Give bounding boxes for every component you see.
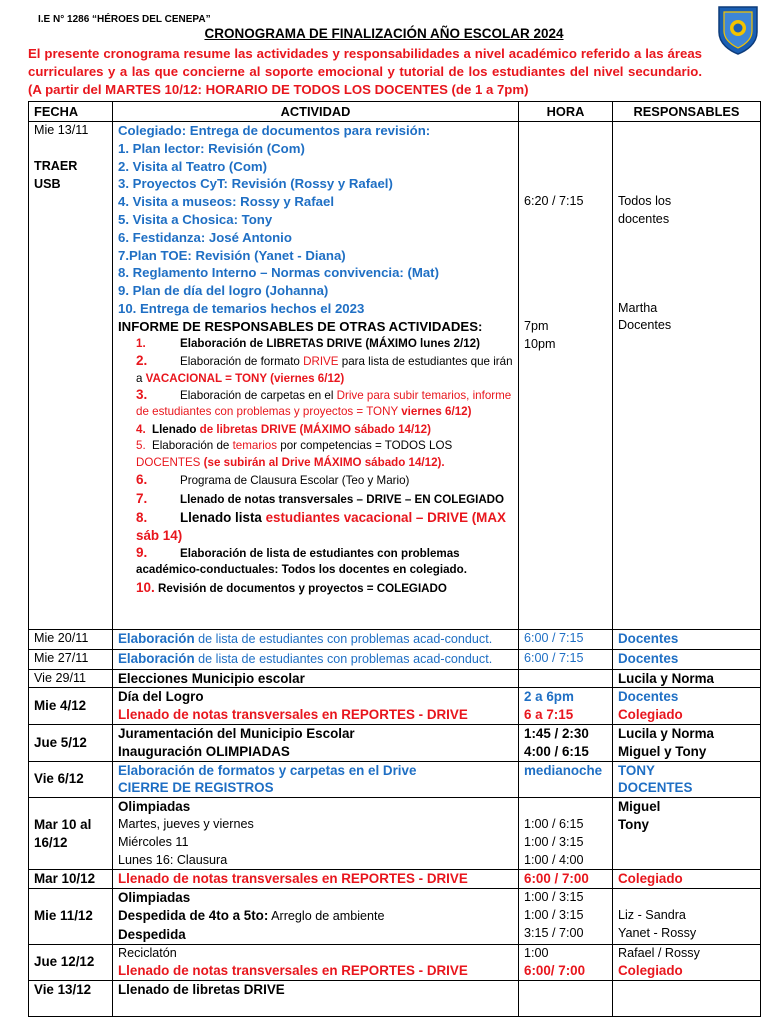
cell-responsables: Colegiado	[613, 870, 761, 889]
activity-item: 7.Plan TOE: Revisión (Yanet - Diana)	[118, 247, 346, 263]
table-row	[29, 688, 761, 725]
schedule-table	[28, 101, 761, 1017]
cell-hora: 1:00 6:00/ 7:00	[519, 944, 613, 981]
cell-actividad: Olimpiadas Martes, jueves y viernes Miércoles 11 Lunes 16: Clausura	[113, 798, 519, 870]
cell-fecha: Mie 27/11	[29, 649, 113, 669]
hora-text: 10pm	[524, 336, 556, 351]
table-row	[29, 889, 761, 944]
cell-responsables: Rafael / Rossy Colegiado	[613, 944, 761, 981]
cell-actividad: Juramentación del Municipio Escolar Inauguración OLIMPIADAS	[113, 724, 519, 761]
date-text: Mie 13/11	[34, 123, 89, 137]
activity-item: 10. Entrega de temarios hechos el 2023	[118, 300, 365, 316]
table-header-row	[29, 102, 761, 122]
cell-fecha: Mie 11/12	[29, 889, 113, 944]
sub-item-4: 4. Llenado de libretas DRIVE (MÁXIMO sábado 14/12)	[136, 422, 431, 436]
cell-responsables: Liz - Sandra Yanet - Rossy	[613, 889, 761, 944]
cell-hora	[519, 981, 613, 1017]
cell-actividad: Olimpiadas Despedida de 4to a 5to: Arreglo de ambiente Despedida	[113, 889, 519, 944]
resp-text: Martha	[618, 300, 658, 315]
cell-responsables	[613, 981, 761, 1017]
traer-label: TRAER	[34, 158, 78, 173]
table-row	[29, 761, 761, 798]
intro-paragraph: El presente cronograma resume las actividades y responsabilidades a nivel académico referido a las áreas curriculares y a las que concierne al soporte emocional y tutorial de los estudiantes del nivel secundario. (A partir del MARTES 10/12: HORARIO DE TODOS LOS DOCENTES (de 1 a 7pm)	[28, 46, 702, 97]
sub-item-8: 8. Llenado lista estudiantes vacacional – DRIVE (MAX sáb 14)	[136, 509, 506, 543]
cell-responsables: Docentes Colegiado	[613, 688, 761, 725]
school-name: I.E N° 1286 “HÉROES DEL CENEPA”	[38, 14, 211, 25]
cell-hora: 1:00 / 3:15 1:00 / 3:15 3:15 / 7:00	[519, 889, 613, 944]
cell-hora	[519, 122, 613, 630]
cell-fecha: Vie 13/12	[29, 981, 113, 1017]
cell-fecha: Mie 20/11	[29, 630, 113, 650]
school-crest-icon	[716, 4, 760, 56]
cell-actividad: Elaboración de lista de estudiantes con problemas acad-conduct.	[113, 649, 519, 669]
table-row	[29, 669, 761, 688]
sub-item-5: 5. Elaboración de temarios por competencias = TODOS LOS DOCENTES (se subirán al Drive MÁXIMO sábado 14/12).	[136, 439, 453, 469]
resp-text: Docentes	[618, 318, 672, 333]
cell-responsables: Miguel Tony	[613, 798, 761, 870]
cell-responsables: Lucila y Norma	[613, 669, 761, 688]
col-header-hora: HORA	[519, 102, 613, 122]
cell-actividad: Llenado de libretas DRIVE	[113, 981, 519, 1017]
cell-responsables: Docentes	[613, 649, 761, 669]
activity-item: 5. Visita a Chosica: Tony	[118, 211, 273, 227]
page-title: CRONOGRAMA DE FINALIZACIÓN AÑO ESCOLAR 2024	[204, 26, 564, 41]
table-row	[29, 981, 761, 1017]
col-header-actividad: ACTIVIDAD	[113, 102, 519, 122]
cell-hora: 6:00 / 7:15	[519, 630, 613, 650]
informe-heading: INFORME DE RESPONSABLES DE OTRAS ACTIVIDADES:	[118, 318, 483, 334]
col-header-fecha: FECHA	[29, 102, 113, 122]
cell-fecha: Jue 5/12	[29, 724, 113, 761]
cell-responsables: TONY DOCENTES	[613, 761, 761, 798]
table-row	[29, 724, 761, 761]
table-row	[29, 798, 761, 870]
table-row	[29, 870, 761, 889]
cell-responsables	[613, 122, 761, 630]
cell-actividad: Llenado de notas transversales en REPORTES - DRIVE	[113, 870, 519, 889]
cell-actividad: Elaboración de formatos y carpetas en el Drive CIERRE DE REGISTROS	[113, 761, 519, 798]
activity-item: 4. Visita a museos: Rossy y Rafael	[118, 194, 334, 210]
usb-label: USB	[34, 176, 61, 191]
cell-actividad: Elaboración de lista de estudiantes con problemas acad-conduct.	[113, 630, 519, 650]
activity-item: 2. Visita al Teatro (Com)	[118, 158, 268, 174]
cell-hora	[519, 669, 613, 688]
hora-text: 7pm	[524, 318, 549, 333]
sub-item-1: 1. Elaboración de LIBRETAS DRIVE (MÁXIMO lunes 2/12)	[136, 336, 480, 350]
cell-actividad	[113, 122, 519, 630]
sub-item-3: 3. Elaboración de carpetas en el Drive para subir temarios, informe de estudiantes con problemas y proyectos = TONY viernes 6/12)	[136, 386, 512, 419]
activity-item: 3. Proyectos CyT: Revisión (Rossy y Rafael)	[118, 176, 393, 192]
activity-item: 9. Plan de día del logro (Johanna)	[118, 283, 329, 299]
cell-fecha	[29, 122, 113, 630]
table-row	[29, 630, 761, 650]
table-row	[29, 122, 761, 630]
cell-responsables: Docentes	[613, 630, 761, 650]
cell-actividad: Día del Logro Llenado de notas transversales en REPORTES - DRIVE	[113, 688, 519, 725]
col-header-responsables: RESPONSABLES	[613, 102, 761, 122]
cell-fecha: Mar 10/12	[29, 870, 113, 889]
sub-item-6: 6. Programa de Clausura Escolar (Teo y Mario)	[136, 472, 410, 488]
cell-hora: 1:45 / 2:30 4:00 / 6:15	[519, 724, 613, 761]
cell-hora: medianoche	[519, 761, 613, 798]
cell-fecha: Jue 12/12	[29, 944, 113, 981]
cell-fecha: Vie 6/12	[29, 761, 113, 798]
table-row	[29, 649, 761, 669]
hora-text: 6:20 / 7:15	[524, 194, 584, 208]
cell-actividad: Elecciones Municipio escolar	[113, 669, 519, 688]
cell-responsables: Lucila y Norma Miguel y Tony	[613, 724, 761, 761]
sub-item-10: 10. Revisión de documentos y proyectos = COLEGIADO	[136, 579, 447, 595]
cell-fecha: Mie 4/12	[29, 688, 113, 725]
activity-item: 1. Plan lector: Revisión (Com)	[118, 140, 305, 156]
sub-item-7: 7. Llenado de notas transversales – DRIVE – EN COLEGIADO	[136, 491, 505, 507]
cell-fecha: Vie 29/11	[29, 669, 113, 688]
cell-actividad: Reciclatón Llenado de notas transversales en REPORTES - DRIVE	[113, 944, 519, 981]
sub-item-2: 2. Elaboración de formato DRIVE para lista de estudiantes que irán a VACACIONAL = TONY (viernes 6/12)	[136, 352, 513, 385]
table-row	[29, 944, 761, 981]
activity-item: 8. Reglamento Interno – Normas convivencia: (Mat)	[118, 265, 439, 281]
cell-fecha: Mar 10 al 16/12	[29, 798, 113, 870]
cell-hora: 1:00 / 6:15 1:00 / 3:15 1:00 / 4:00	[519, 798, 613, 870]
resp-text: Todos los docentes	[618, 194, 672, 226]
sub-item-9: 9. Elaboración de lista de estudiantes con problemas académico-conductuales: Todos los docentes en colegiado.	[136, 544, 467, 577]
cell-hora: 6:00 / 7:15	[519, 649, 613, 669]
cell-hora: 6:00 / 7:00	[519, 870, 613, 889]
activity-item: 6. Festidanza: José Antonio	[118, 229, 292, 245]
activity-item: Colegiado: Entrega de documentos para revisión:	[118, 123, 431, 138]
cell-hora: 2 a 6pm 6 a 7:15	[519, 688, 613, 725]
